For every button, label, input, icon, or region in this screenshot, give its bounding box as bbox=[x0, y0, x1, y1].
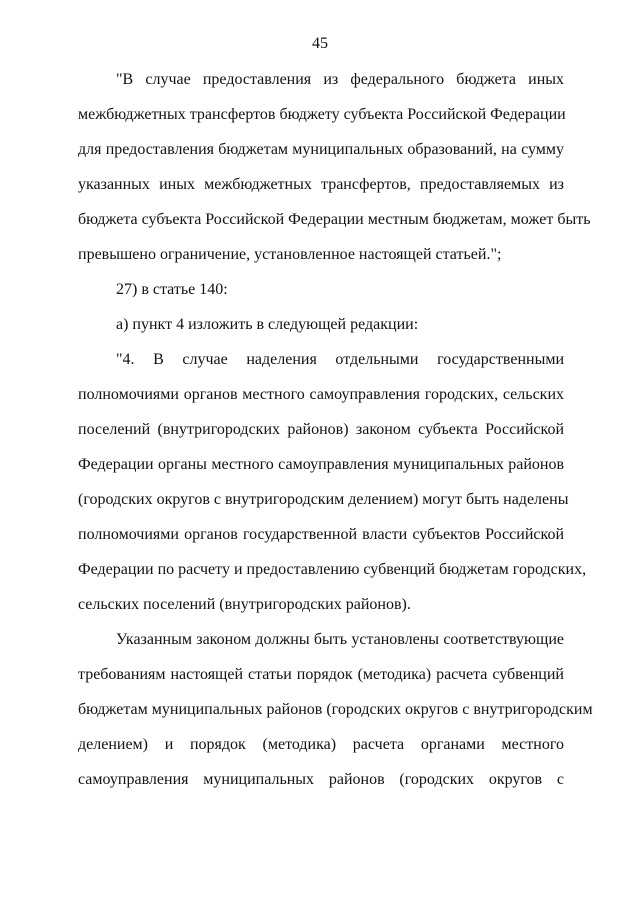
text-line: бюджета субъекта Российской Федерации местным бюджетам, может быть bbox=[78, 211, 591, 228]
text-line: делением) и порядок (методика) расчета органами местного bbox=[78, 736, 564, 753]
text-line: "4. В случае наделения отдельными государственными bbox=[116, 351, 564, 368]
text-line: превышено ограничение, установленное настоящей статьей."; bbox=[78, 246, 502, 263]
text-line: 27) в статье 140: bbox=[116, 281, 228, 298]
text-line: а) пункт 4 изложить в следующей редакции: bbox=[116, 316, 419, 333]
text-line: Федерации по расчету и предоставлению субвенций бюджетам городских, bbox=[78, 561, 587, 578]
text-line: указанных иных межбюджетных трансфертов, предоставляемых из bbox=[78, 176, 564, 193]
text-line: Указанным законом должны быть установлены соответствующие bbox=[116, 631, 564, 648]
text-line: самоуправления муниципальных районов (городских округов с bbox=[78, 771, 564, 788]
text-line: для предоставления бюджетам муниципальных образований, на сумму bbox=[78, 141, 564, 158]
text-line: (городских округов с внутригородским делением) могут быть наделены bbox=[78, 491, 569, 508]
text-line: требованиям настоящей статьи порядок (методика) расчета субвенций bbox=[78, 666, 564, 683]
text-line: Федерации органы местного самоуправления муниципальных районов bbox=[78, 456, 564, 473]
text-line: бюджетам муниципальных районов (городских округов с внутригородским bbox=[78, 701, 593, 718]
text-line: межбюджетных трансфертов бюджету субъекта Российской Федерации bbox=[78, 106, 566, 123]
text-line: сельских поселений (внутригородских районов). bbox=[78, 596, 411, 613]
page-number: 45 bbox=[312, 35, 328, 52]
text-line: полномочиями органов местного самоуправления городских, сельских bbox=[78, 386, 564, 403]
text-line: "В случае предоставления из федерального бюджета иных bbox=[116, 71, 564, 88]
text-line: полномочиями органов государственной власти субъектов Российской bbox=[78, 526, 564, 543]
text-line: поселений (внутригородских районов) законом субъекта Российской bbox=[78, 421, 564, 438]
